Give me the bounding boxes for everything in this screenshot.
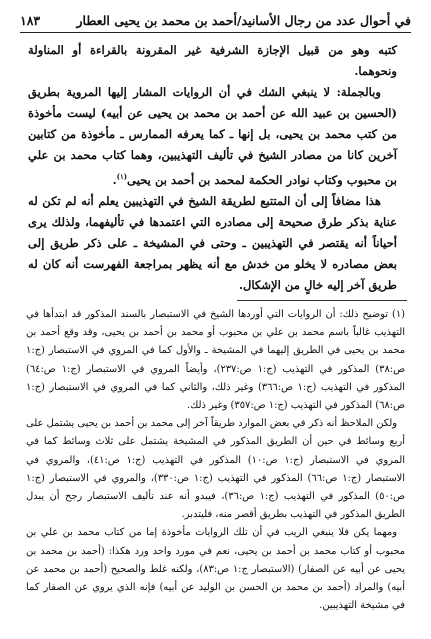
footnote-marker: (١) [116,172,128,181]
main-text [28,40,397,296]
paragraph-text: وبالجملة: لا ينبغي الشك في أن الروايات المشار إليها المروية بطريق (الحسين بن عبيد الله عن أحمد بن محمد بن يحيى عن أبيه) ليست مأخوذة من كتب محمد بن يحيى، بل إنها ـ كما يعرفه الممارس ـ مأخوذة من كتابين آخرين كانا من مصادر الشيخ في تأليف التهذيبين، وهما كتاب محمد بن علي بن محبوب وكتاب نوادر الحكمة لمحمد بن أحمد بن يحيى [28,85,397,187]
footnotes [26,306,405,615]
page-header [20,6,411,28]
page-number: ١٨٣ [20,13,41,28]
paragraph: كتبه وهو من قبيل الإجازة الشرفية غير المقرونة بالقراءة أو المناولة ونحوهما. [28,43,397,78]
footnote-paragraph: (١) توضيح ذلك: أن الروايات التي أوردها الشيخ في الاستبصار بالسند المذكور قد ابتدأها في التهذيب غالباً باسم محمد بن علي بن محبوب أو محمد بن أحمد بن يحيى، وقد وقع أحمد بن محمد بن يحيى في الطريق إليهما في المشيخة ـ والأول كما في المروي في الاستبصار (ج:١ ص:٣٨) المذكور في التهذيب (ج:١ ص:٢٣٧)، وأيضاً المروي في الاستبصار (ج:١ ص:٦٤) المذكور في التهذيب (ج:١ ص:٣٦٦) وغير ذلك، والثاني كما في المروي في الاستبصار (ج:١ ص:٦٨) المذكور في التهذيب (ج:١ ص:٣٥٧) وغير ذلك. [26,309,406,412]
paragraph: هذا مضافاً إلى أن المتتبع لطريقة الشيخ في التهذيبين يعلم أنه لم تكن له عناية بذكر طرق صحيحة إلى مصادره التي اعتمدها في تأليفهما، ولذلك يرى أحياناً أنه يقتصر في التهذيبين ـ وحتى في المشيخة ـ على ذكر طريق إلى بعض مصادره لا يخلو من خدش مع أنه يظهر بمراجعة الفهرست أنه كان له طريق آخر إليه خالٍ من الإشكال. [28,193,397,292]
footnote-paragraph: ولكن الملاحظ أنه ذكر في بعض الموارد طريقاً آخر إلى محمد بن أحمد بن يحيى يشتمل على أربع وسائط في حين أن الطريق المذكور في المشيخة يشتمل على ثلاث وسائط كما في المروي في الاستبصار (ج:١ ص:١٠) المذكور في التهذيب (ج:١ ص:٤١)، والمروي في الاستبصار (ج:١ ص:٦٦) المذكور في التهذيب (ج:١ ص:٣٣٠)، والمروي في الاستبصار (ج:١ ص:٥٠) المذكور في التهذيب (ج:١ ص:٣٦)، فيبدو أنه عند تأليف الاستبصار رجح أن يبدل الطريق المذكور في التهذيب بطريق أقصر منه، فليتدبر. [26,418,405,521]
footnote-paragraph: ومهما يكن فلا ينبغي الريب في أن تلك الروايات مأخوذة إما من كتاب محمد بن علي بن محبوب أو كتاب محمد بن أحمد بن يحيى، نعم في مورد واحد ورد هكذا: (أحمد بن محمد بن يحيى عن أبيه عن الصفار) (الاستبصار ج:١ ص:٨٣)، ولكنه غلط والصحيح (أحمد بن محمد عن أبيه) والمراد (أحمد بن محمد بن الحسن بن الوليد عن أبيه) فإنه الذي يروي عن الصفار كما في مشيخة التهذيبين. [26,527,405,612]
paragraph: وبالجملة: لا ينبغي الشك في أن الروايات المشار إليها المروية بطريق (الحسين بن عبيد الله عن أحمد بن محمد بن يحيى عن أبيه) ليست مأخوذة من كتب محمد بن يحيى، بل إنها ـ كما يعرفه الممارس ـ مأخوذة من كتابين آخرين كانا من مصادر الشيخ في تأليف التهذيبين، وهما كتاب محمد بن علي بن محبوب وكتاب نوادر الحكمة لمحمد بن أحمد بن يحيى$^{(١)}$. [28,85,397,187]
header-rule [20,32,411,33]
footnote-separator [237,300,407,301]
running-title: في أحوال عدد من رجال الأسانيد/أحمد بن محمد بن يحيى العطار [76,13,411,28]
